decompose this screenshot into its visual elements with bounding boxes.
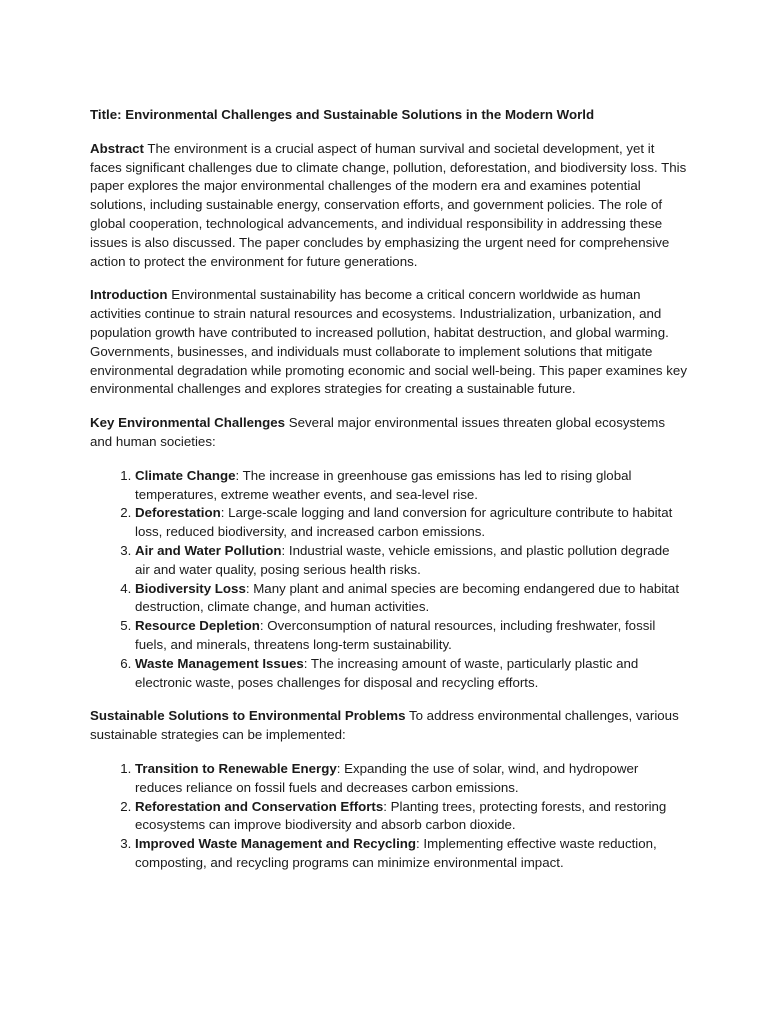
list-item-term: Deforestation	[135, 505, 221, 521]
list-item	[135, 798, 688, 836]
challenges-intro-text: Several major environmental issues threaten global ecosystems and human societies:	[90, 415, 665, 449]
list-item-text: : The increase in greenhouse gas emissions has led to rising global temperatures, extreme weather events, and sea-level rise.	[135, 467, 632, 502]
list-item-text: : Implementing effective waste reduction, composting, and recycling programs can minimize environmental impact.	[135, 836, 657, 870]
challenges-heading: Key Environmental Challenges	[90, 415, 286, 431]
list-item	[135, 542, 688, 580]
solutions-paragraph	[90, 707, 688, 745]
list-item-term: Resource Depletion	[135, 618, 260, 634]
challenges-paragraph	[90, 414, 688, 452]
list-item-text: : Expanding the use of solar, wind, and hydropower reduces reliance on fossil fuels and decreases carbon emissions.	[135, 760, 639, 795]
list-item	[135, 655, 688, 693]
introduction-paragraph	[90, 286, 688, 399]
challenges-list	[90, 467, 688, 693]
abstract-heading: Abstract	[90, 140, 144, 156]
solutions-heading: Sustainable Solutions to Environmental Problems	[90, 708, 406, 724]
document-title: Title: Environmental Challenges and Sustainable Solutions in the Modern World	[90, 107, 595, 122]
abstract-paragraph	[90, 140, 688, 272]
list-item-term: Waste Management Issues	[135, 655, 304, 671]
list-item	[135, 760, 688, 798]
list-item	[135, 835, 688, 873]
document-page	[90, 106, 688, 888]
list-item-text: : Overconsumption of natural resources, including freshwater, fossil fuels, and minerals, threatens long-term sustainability.	[135, 618, 656, 652]
list-item-term: Climate Change	[135, 467, 236, 483]
list-item-text: : Planting trees, protecting forests, and restoring ecosystems can improve biodiversity and absorb carbon dioxide.	[135, 798, 667, 833]
solutions-list	[90, 760, 688, 873]
list-item-text: : The increasing amount of waste, particularly plastic and electronic waste, poses challenges for disposal and recycling efforts.	[135, 655, 639, 690]
list-item	[135, 580, 688, 618]
list-item-text: : Industrial waste, vehicle emissions, and plastic pollution degrade air and water quality, posing serious health risks.	[135, 542, 670, 577]
solutions-intro-text: To address environmental challenges, various sustainable strategies can be implemented:	[90, 708, 679, 743]
introduction-heading: Introduction	[90, 287, 168, 303]
list-item-text: : Many plant and animal species are becoming endangered due to habitat destruction, climate change, and human activities.	[135, 580, 680, 615]
list-item	[135, 617, 688, 655]
list-item	[135, 467, 688, 505]
list-item-term: Biodiversity Loss	[135, 580, 246, 596]
list-item-term: Air and Water Pollution	[135, 542, 282, 558]
introduction-text: Environmental sustainability has become a critical concern worldwide as human activities continue to strain natural resources and ecosystems. Industrialization, urbanization, and population growth have contributed to increased pollution, habitat destruction, and global warming. Governments, businesses, and individuals must collaborate to implement solutions that mitigate environmental degradation while promoting economic and social well-being. This paper examines key environmental challenges and explores strategies for creating a sustainable future.	[90, 287, 687, 397]
list-item-term: Improved Waste Management and Recycling	[135, 836, 417, 852]
list-item	[135, 504, 688, 542]
list-item-text: : Large-scale logging and land conversion for agriculture contribute to habitat loss, reduced biodiversity, and increased carbon emissions.	[135, 505, 673, 540]
list-item-term: Transition to Renewable Energy	[135, 760, 337, 776]
abstract-text: The environment is a crucial aspect of human survival and societal development, yet it faces significant challenges due to climate change, pollution, deforestation, and biodiversity loss. This paper explores the major environmental challenges of the modern era and examines potential solutions, including sustainable energy, conservation efforts, and government policies. The role of global cooperation, technological advancements, and individual responsibility in addressing these issues is also discussed. The paper concludes by emphasizing the urgent need for comprehensive action to protect the environment for future generations.	[90, 140, 687, 269]
list-item-term: Reforestation and Conservation Efforts	[135, 798, 384, 814]
